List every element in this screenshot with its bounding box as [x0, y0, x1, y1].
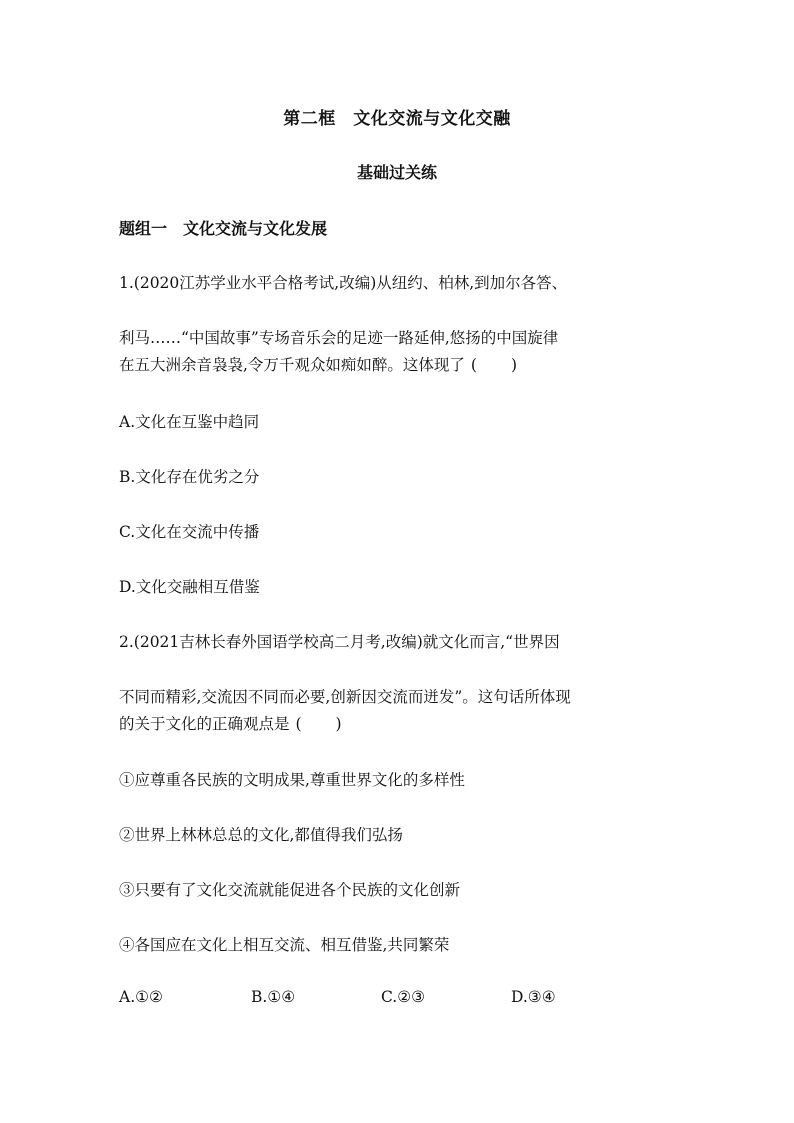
- question-2-statement-2: ②世界上林林总总的文化,都值得我们弘扬: [119, 826, 403, 844]
- question-2-option-b: B.①④: [251, 988, 296, 1006]
- question-2-statement-3: ③只要有了文化交流就能促进各个民族的文化创新: [119, 881, 461, 899]
- group-title: 题组一 文化交流与文化发展: [119, 219, 328, 238]
- question-1-option-b: B.文化存在优劣之分: [119, 468, 260, 486]
- question-1-option-d: D.文化交融相互借鉴: [119, 578, 260, 596]
- question-2-statement-1: ①应尊重各民族的文明成果,尊重世界文化的多样性: [119, 771, 465, 789]
- question-1-line-1: 1.(2020江苏学业水平合格考试,改编)从纽约、柏林,到加尔各答、: [119, 274, 568, 292]
- page-title: 第二框 文化交流与文化交融: [283, 109, 511, 129]
- question-2-line-3: [119, 712, 348, 734]
- answer-bracket: ( ): [295, 715, 342, 733]
- section-subtitle: 基础过关练: [356, 163, 437, 182]
- question-2-line-2: 不同而精彩,交流因不同而必要,创新因交流而迸发”。这句话所体现: [119, 688, 571, 706]
- question-2-line-3-text: 的关于文化的正确观点是: [119, 715, 290, 733]
- question-1-line-2: 利马……“中国故事”专场音乐会的足迹一路延伸,悠扬的中国旋律: [119, 329, 559, 347]
- question-1-option-a: A.文化在互鉴中趋同: [119, 413, 260, 431]
- question-2-statement-4: ④各国应在文化上相互交流、相互借鉴,共同繁荣: [119, 936, 450, 954]
- answer-bracket: ( ): [470, 356, 517, 374]
- question-2-option-d: D.③④: [511, 988, 556, 1006]
- question-2-option-a: A.①②: [119, 988, 163, 1006]
- question-1-line-3-text: 在五大洲余音袅袅,令万千观众如痴如醉。这体现了: [119, 356, 465, 374]
- question-2-line-1: 2.(2021吉林长春外国语学校高二月考,改编)就文化而言,“世界因: [119, 633, 560, 651]
- question-1-option-c: C.文化在交流中传播: [119, 523, 260, 541]
- question-1-line-3: [119, 353, 523, 375]
- question-2-option-c: C.②③: [381, 988, 426, 1006]
